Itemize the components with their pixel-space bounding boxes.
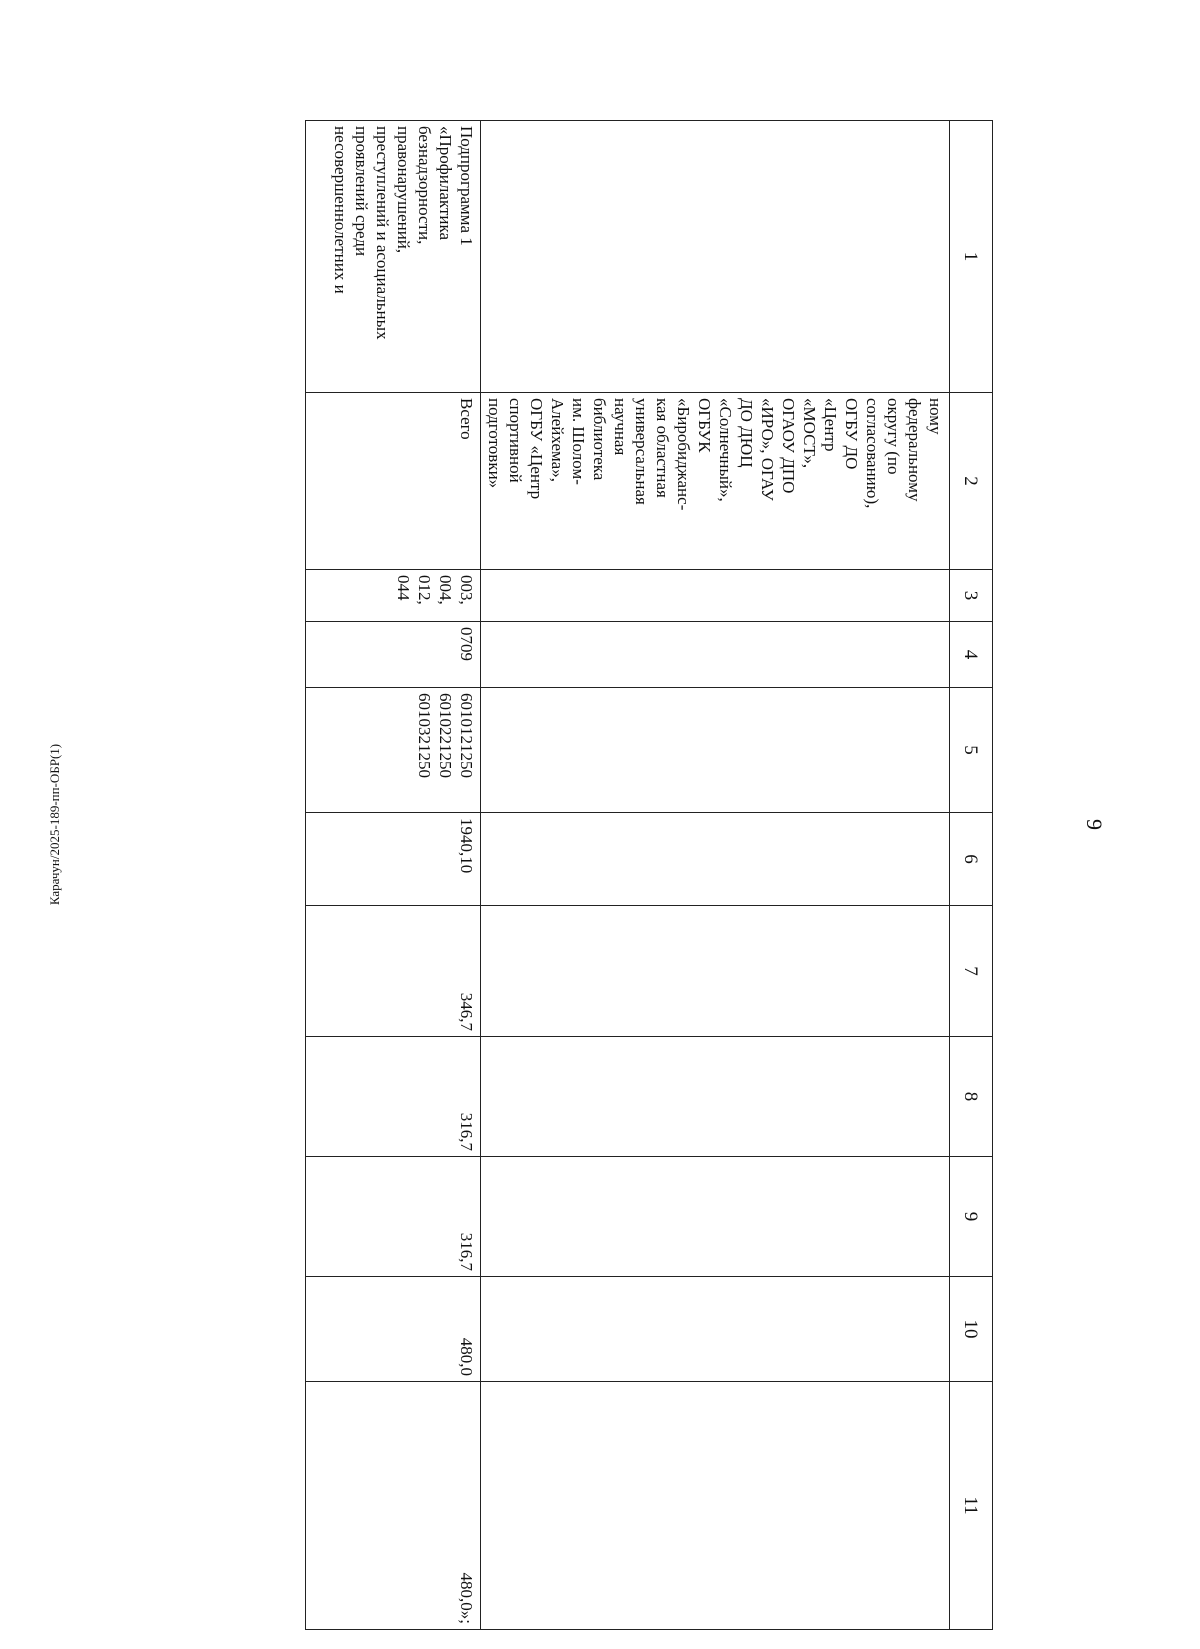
cell-year-value: 480,0 bbox=[306, 1277, 481, 1382]
cell-grbs-code bbox=[481, 570, 950, 622]
cell-year-value bbox=[481, 1037, 950, 1157]
cell-section-code bbox=[481, 622, 950, 688]
header-cell: 2 bbox=[950, 393, 993, 570]
header-cell: 8 bbox=[950, 1037, 993, 1157]
cell-year-value bbox=[481, 1277, 950, 1382]
cell-target-article: 6010121250 6010221250 6010321250 bbox=[306, 688, 481, 813]
header-cell: 9 bbox=[950, 1157, 993, 1277]
cell-executors: ному федеральному округу (по согласованию), ОГБУ ДО «Центр «МОСТ», ОГАОУ ДПО «ИРО», ОГАУ ДО ДЮЦ «Солнечный», ОГБУК «Биробиджанс- кая областная универсальная научная библиотека им. Шолом- Алейхема», ОГБУ «Центр спортивной подготовки» bbox=[481, 393, 950, 570]
cell-section-code: 0709 bbox=[306, 622, 481, 688]
header-cell: 5 bbox=[950, 688, 993, 813]
cell-target-article bbox=[481, 688, 950, 813]
budget-table bbox=[305, 120, 993, 1630]
cell-total: 1940,10 bbox=[306, 813, 481, 906]
cell-year-value: 480,0»; bbox=[306, 1382, 481, 1630]
cell-grbs-code: 003, 004, 012, 044 bbox=[306, 570, 481, 622]
cell-year-value: 346,7 bbox=[306, 906, 481, 1037]
header-cell: 7 bbox=[950, 906, 993, 1037]
cell-program-name: Подпрограмма 1 «Профилактика безнадзорности, правонарушений, преступлений и асоциальных проявлений среди несовершеннолетних и bbox=[306, 121, 481, 393]
cell-executors: Всего bbox=[306, 393, 481, 570]
cell-year-value bbox=[481, 1382, 950, 1630]
cell-year-value: 316,7 bbox=[306, 1037, 481, 1157]
header-cell: 3 bbox=[950, 570, 993, 622]
document-footer-code: Карачун/2025-189-пп-ОБР(1) bbox=[47, 743, 62, 906]
table-row bbox=[306, 121, 481, 1630]
cell-year-value bbox=[481, 906, 950, 1037]
table-row bbox=[481, 121, 950, 1630]
cell-year-value bbox=[481, 1157, 950, 1277]
header-cell: 1 bbox=[950, 121, 993, 393]
header-cell: 6 bbox=[950, 813, 993, 906]
cell-program-name bbox=[481, 121, 950, 393]
page-number: 9 bbox=[1082, 819, 1107, 830]
header-cell: 10 bbox=[950, 1277, 993, 1382]
cell-year-value: 316,7 bbox=[306, 1157, 481, 1277]
header-cell: 11 bbox=[950, 1382, 993, 1630]
table-header-row bbox=[950, 121, 993, 1630]
cell-total bbox=[481, 813, 950, 906]
header-cell: 4 bbox=[950, 622, 993, 688]
